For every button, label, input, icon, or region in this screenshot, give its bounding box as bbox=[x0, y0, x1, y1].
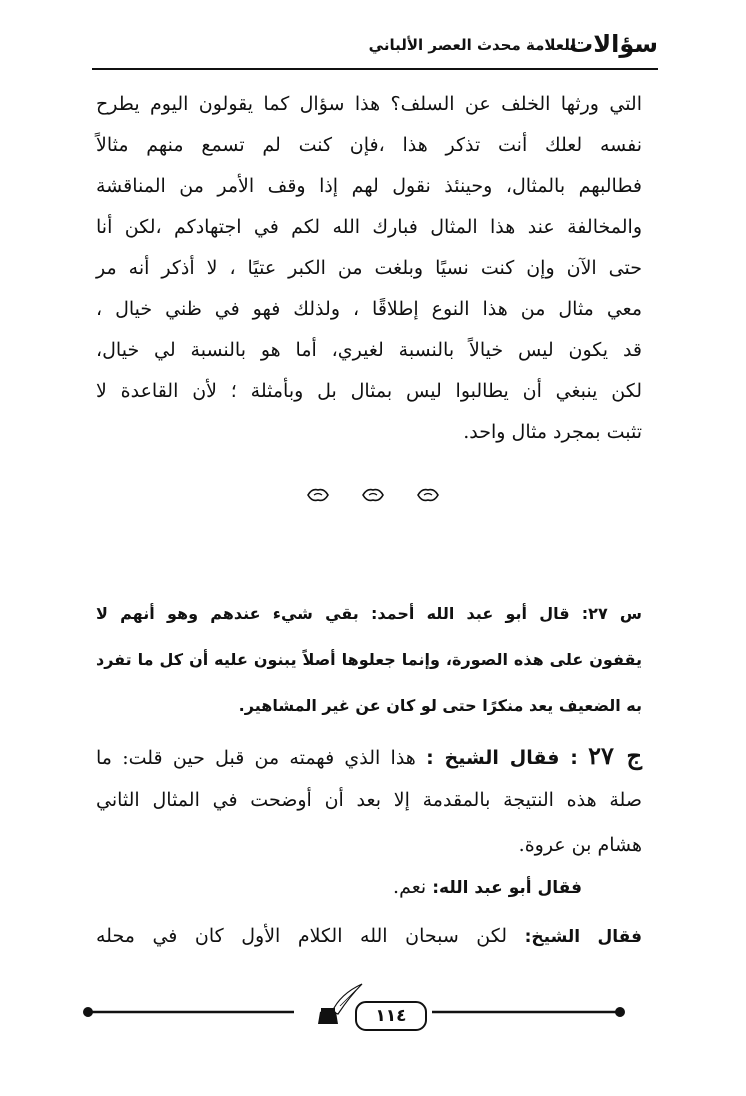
text-line: حتى الآن وإن كنت نسيًا وبلغت من الكبر عتيًا ، لا أذكر أنه مر bbox=[96, 257, 642, 279]
answer-text: هذا الذي فهمته من قبل حين قلت: ما bbox=[96, 747, 416, 769]
book-logo: سؤالات bbox=[569, 30, 658, 58]
dialog-text: نعم. bbox=[393, 876, 427, 898]
section-divider bbox=[0, 486, 746, 508]
ornament-icon bbox=[305, 486, 331, 504]
question-27 bbox=[96, 591, 642, 729]
text-line: قد يكون ليس خيالاً بالنسبة لغيري، أما هو بالنسبة لي خيال، bbox=[96, 339, 642, 361]
dialog-speaker: فقال أبو عبد الله: bbox=[432, 878, 582, 898]
paragraph-continuation bbox=[96, 84, 642, 453]
answer-27 bbox=[96, 733, 642, 868]
text-line: نفسه لعلك أنت تذكر هذا ،فإن كنت لم تسمع منهم مثالاً bbox=[96, 134, 642, 156]
header-rule bbox=[92, 68, 658, 70]
text-line: لكن ينبغي أن يطالبوا ليس بمثال بل وبأمثلة ؛ لأن القاعدة لا bbox=[96, 380, 642, 402]
page-header bbox=[88, 28, 658, 68]
answer-line: صلة هذه النتيجة بالمقدمة إلا بعد أن أوضحت في المثال الثاني bbox=[96, 789, 642, 811]
text-line: والمخالفة عند هذا المثال فبارك الله لكم في اجتهادكم ،لكن أنا bbox=[96, 216, 642, 238]
answer-line: هشام بن عروة. bbox=[518, 834, 642, 856]
running-title: للعلامة محدث العصر الألباني bbox=[368, 36, 576, 54]
question-line: س ٢٧: قال أبو عبد الله أحمد: بقي شيء عندهم وهو أنهم لا bbox=[96, 604, 642, 623]
question-line: يقفون على هذه الصورة، وإنما جعلوها أصلاً يبنون عليه أن كل ما تفرد bbox=[96, 650, 642, 669]
text-line: التي ورثها الخلف عن السلف؟ هذا سؤال كما يقولون اليوم يطرح bbox=[96, 93, 642, 115]
question-line: به الضعيف يعد منكرًا حتى لو كان عن غير المشاهير. bbox=[238, 696, 642, 715]
ornament-icon bbox=[415, 486, 441, 504]
answer-speaker: : فقال الشيخ : bbox=[426, 747, 578, 769]
dialog-line bbox=[96, 915, 642, 957]
ornament-icon bbox=[360, 486, 386, 504]
answer-line bbox=[96, 733, 642, 778]
page-number: ١١٤ bbox=[375, 1006, 407, 1026]
text-line: تثبت بمجرد مثال واحد. bbox=[463, 421, 642, 443]
dialog-line bbox=[96, 866, 582, 908]
page-footer bbox=[0, 980, 746, 1040]
text-line: فطالبهم بالمثال، وحينئذ نقول لهم إذا وقف الأمر من المناقشة bbox=[96, 175, 642, 197]
text-line: معي مثال من هذا النوع إطلاقًا ، ولذلك فهو في ظني خيال ، bbox=[96, 298, 642, 320]
dialog-speaker: فقال الشيخ: bbox=[524, 927, 642, 947]
dialog-text: لكن سبحان الله الكلام الأول كان في محله bbox=[96, 925, 508, 947]
answer-marker: ج ٢٧ bbox=[588, 741, 642, 770]
